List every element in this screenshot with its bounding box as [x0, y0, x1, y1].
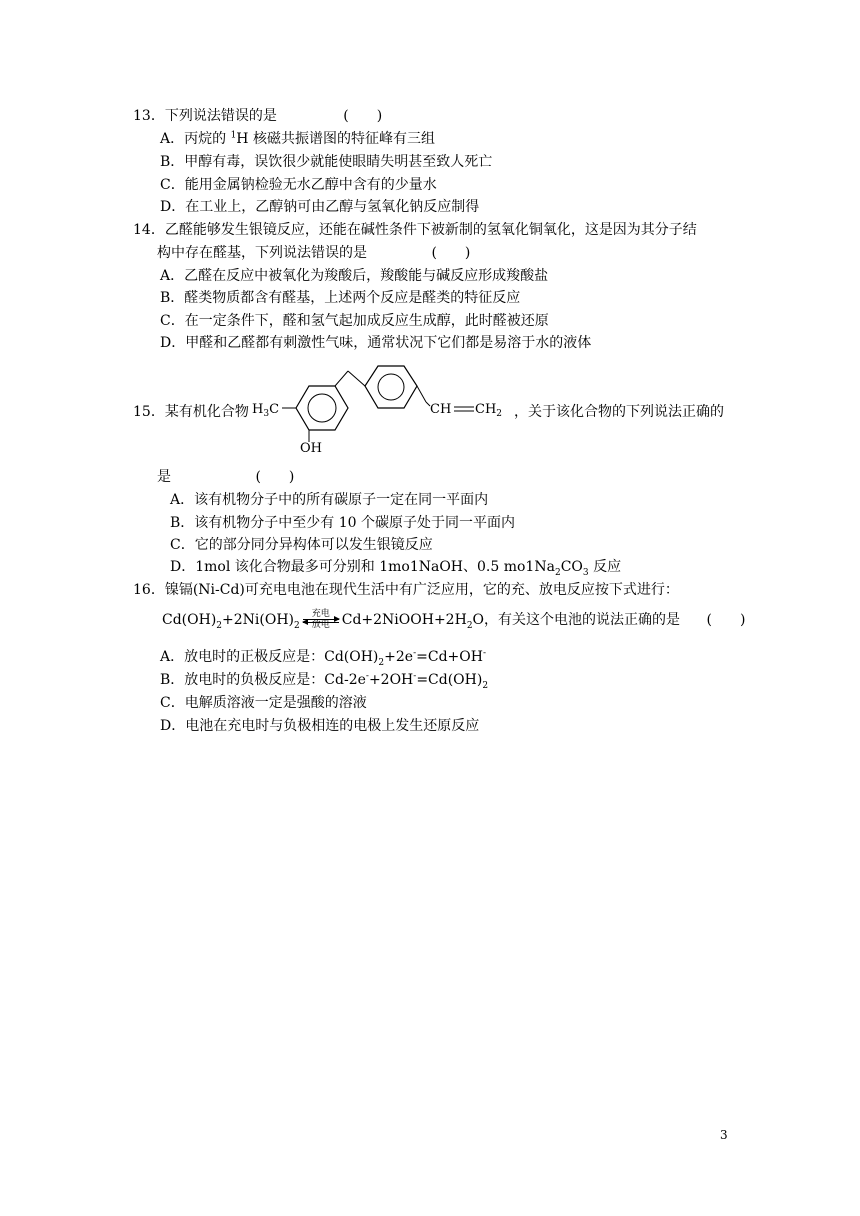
q14-option-c: C．在一定条件下，醛和氢气起加成反应生成醇，此时醛被还原: [160, 313, 549, 329]
q13-answer-paren: ( ): [343, 108, 383, 124]
q13-option-d: D．在工业上，乙醇钠可由乙醇与氢氧化钠反应制得: [160, 199, 480, 215]
molecule-vinyl-ch2-label: $CH_2$: [475, 402, 503, 419]
q15-option-a: A．该有机物分子中的所有碳原子一定在同一平面内: [170, 492, 489, 508]
q15-answer-paren: ( ): [255, 469, 295, 485]
aromatic-circle-1: [308, 394, 336, 422]
reversible-reaction-arrow: 充电 放电: [300, 610, 342, 630]
q14-option-b: B．醛类物质都含有醛基，上述两个反应是醛类的特征反应: [160, 290, 521, 306]
page-number: 3: [720, 1128, 728, 1142]
q15-stem-line2: 是 ( ): [157, 469, 295, 485]
molecule-h3c-label: $H_3C$: [252, 402, 280, 419]
q13-option-b: B．甲醇有毒，误饮很少就能使眼睛失明甚至致人死亡: [160, 154, 493, 170]
q16-equation-line: $Cd(OH)_2+2Ni(OH)_2$ 充电 放电 $Cd+2NiOOH+2H_2O$，有关这个电池的说法正确的是 ( ): [162, 609, 746, 631]
benzene-ring-2: [365, 366, 417, 408]
benzene-ring-1: [296, 386, 348, 430]
q15-option-b: B．该有机物分子中至少有 10 个碳原子处于同一平面内: [170, 515, 516, 531]
q14-stem-line1: 14．乙醛能够发生银镜反应，还能在碱性条件下被新制的氢氧化铜氧化，这是因为其分子结: [133, 222, 697, 238]
q14-option-a: A．乙醛在反应中被氧化为羧酸后，羧酸能与碱反应形成羧酸盐: [160, 268, 549, 284]
q15-stem-prefix: 15．某有机化合物: [133, 404, 249, 420]
molecule-vinyl-ch-label: CH: [430, 402, 452, 417]
q16-option-b: B．放电时的负极反应是：$Cd-2e^-+2OH^-=Cd(OH)_2$: [160, 671, 489, 691]
q16-stem-line1: 16．镍镉(Ni-Cd)可充电电池在现代生活中有广泛应用，它的充、放电反应按下式进行：: [133, 582, 679, 598]
q16-option-d: D．电池在充电时与负极相连的电极上发生还原反应: [160, 718, 480, 734]
q13-option-a: A．丙烷的 $^1$H 核磁共振谱图的特征峰有三组: [160, 130, 435, 147]
q16-answer-paren: ( ): [706, 612, 746, 628]
q14-stem-line2: 构中存在醛基，下列说法错误的是 ( ): [157, 245, 471, 261]
q15-stem-suffix: ，关于该化合物的下列说法正确的: [514, 404, 724, 420]
q14-option-d: D．甲醛和乙醛都有刺激性气味，通常状况下它们都是易溶于水的液体: [160, 335, 592, 351]
q14-answer-paren: ( ): [431, 245, 471, 261]
q16-option-c: C．电解质溶液一定是强酸的溶液: [160, 695, 367, 711]
aromatic-circle-2: [378, 374, 404, 400]
q16-option-a: A．放电时的正极反应是：$Cd(OH)_2+2e^-=Cd+OH^-$: [160, 648, 486, 668]
q15-option-c: C．它的部分同分异构体可以发生银镜反应: [170, 537, 433, 553]
q15-option-d: D．1mol 该化合物最多可分别和 1mo1NaOH、0.5 $mo1Na_2CO_3$ 反应: [170, 559, 622, 578]
molecule-structure-diagram: [248, 362, 510, 454]
q13-option-c: C．能用金属钠检验无水乙醇中含有的少量水: [160, 177, 437, 193]
molecule-oh-label: OH: [300, 441, 322, 454]
q13-stem: 13．下列说法错误的是 ( ): [133, 108, 383, 124]
